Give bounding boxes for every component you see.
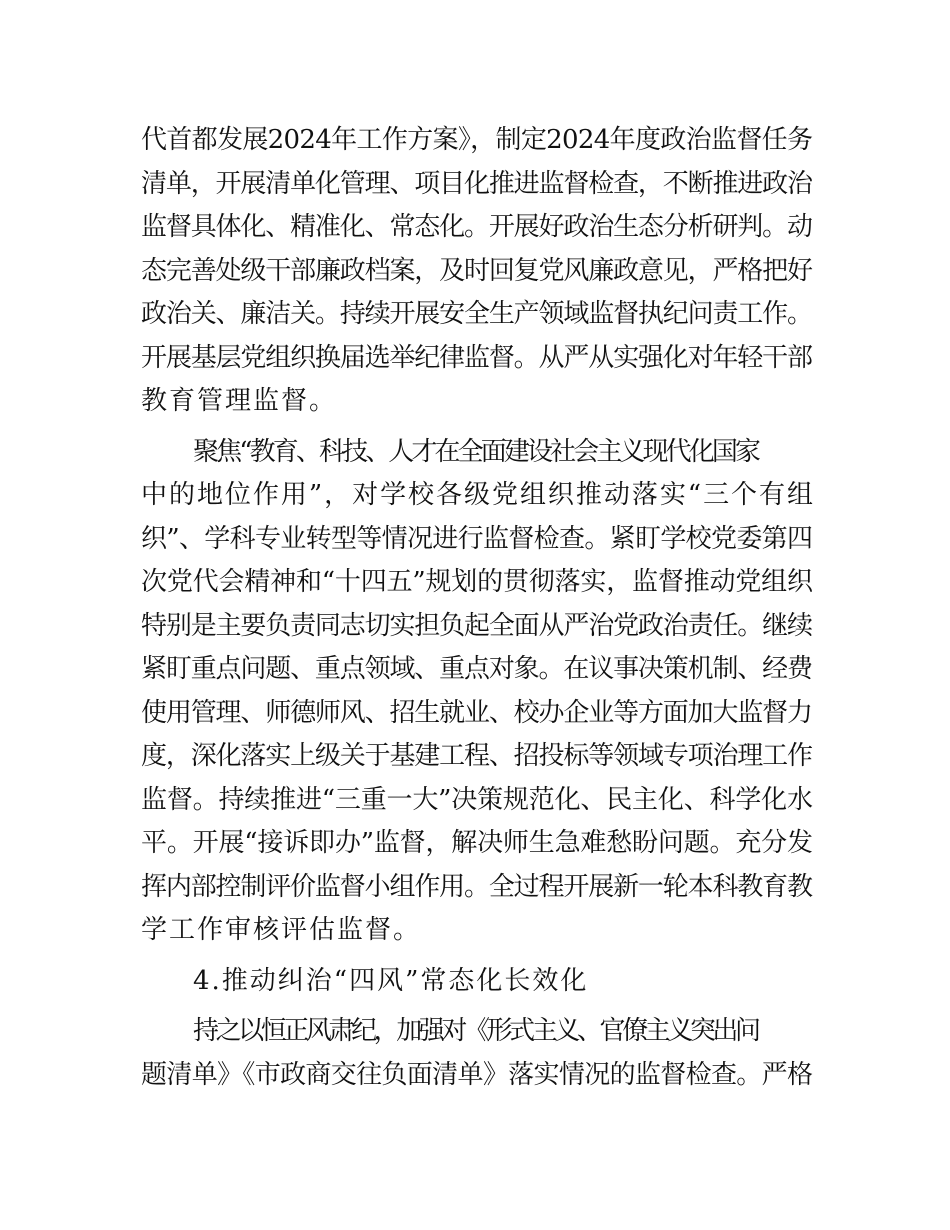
text-line: 平。开展“接诉即办”监督，解决师生急难愁盼问题。充分发 xyxy=(141,828,813,858)
section-heading xyxy=(141,960,813,1004)
text-line: 监督具体化、精准化、常态化。开展好政治生态分析研判。动 xyxy=(141,212,812,242)
text-line: 持之以恒正风肃纪，加强对《形式主义、官僚主义突出问 xyxy=(193,1016,758,1046)
paragraph-discipline xyxy=(141,1010,813,1097)
text-line: 态完善处级干部廉政档案，及时回复党风廉政意见，严格把好 xyxy=(141,255,812,286)
paragraph-political-supervision xyxy=(141,119,813,424)
text-line: 度，深化落实上级关于基建工程、招投标等领域专项治理工作 xyxy=(141,741,812,771)
text-line: 题清单》《市政商交往负面清单》落实情况的监督检查。严格 xyxy=(141,1059,813,1090)
text-line: 清单，开展清单化管理、项目化推进监督检查，不断推进政治 xyxy=(141,168,812,199)
text-line: 教育管理监督。 xyxy=(141,386,338,416)
text-line: 紧盯重点问题、重点领域、重点对象。在议事决策机制、经费 xyxy=(141,654,812,684)
text-line: 开展基层党组织换届选举纪律监督。从严从实强化对年轻干部 xyxy=(141,342,812,373)
text-line: 挥内部控制评价监督小组作用。全过程开展新一轮本科教育教 xyxy=(141,871,812,902)
text-line: 聚焦“教育、科技、人才在全面建设社会主义现代化国家 xyxy=(193,436,759,467)
text-line: 监督。持续推进“三重一大”决策规范化、民主化、科学化水 xyxy=(141,784,813,815)
text-line: 中的地位作用”，对学校各级党组织推动落实“三个有组 xyxy=(141,480,815,510)
text-line: 代首都发展2024年工作方案》，制定2024年度政治监督任务 xyxy=(141,125,813,155)
text-line: 织”、学科专业转型等情况进行监督检查。紧盯学校党委第四 xyxy=(141,523,813,554)
text-line: 特别是主要负责同志切实担负起全面从严治党政治责任。继续 xyxy=(141,610,812,641)
paragraph-education-focus xyxy=(141,431,813,953)
section-heading-text: 4.推动纠治“四风”常态化长效化 xyxy=(193,965,589,996)
text-line: 使用管理、师德师风、招生就业、校办企业等方面加大监督力 xyxy=(141,697,812,728)
text-line: 学工作审核评估监督。 xyxy=(141,915,422,945)
text-line: 次党代会精神和“十四五”规划的贯彻落实，监督推动党组织 xyxy=(141,567,813,597)
text-line: 政治关、廉洁关。持续开展安全生产领域监督执纪问责工作。 xyxy=(141,299,812,329)
document-body xyxy=(141,119,813,1104)
